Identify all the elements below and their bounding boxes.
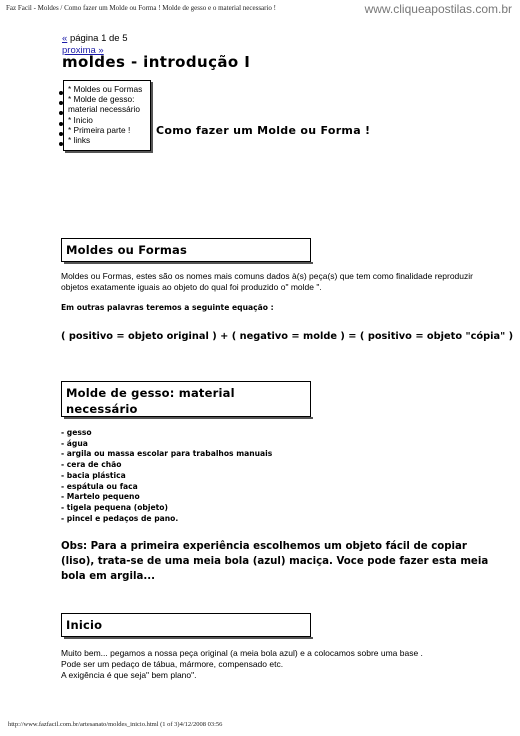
page-title: moldes - introdução I: [62, 53, 251, 71]
prev-page-link[interactable]: «: [62, 33, 68, 44]
moldes-paragraph: [61, 271, 473, 293]
menu-item-molde-gesso-cont[interactable]: material necessário: [68, 104, 140, 115]
list-item: - tigela pequena (objeto): [61, 502, 168, 512]
list-item: - gesso: [61, 428, 92, 437]
observation-note: Obs: Para a primeira experiência escolhemos um objeto fácil de copiar (liso), trata-se de uma meia bola (azul) maciça. Voce pode fazer esta meia bola em argila...: [61, 541, 489, 582]
list-item: - argila ou massa escolar para trabalhos manuais: [61, 449, 273, 459]
print-header-title: Faz Facil - Moldes / Como fazer um Molde ou Forma ! Molde de gesso e o material necessario !: [6, 4, 277, 12]
section-title-material: [61, 381, 311, 417]
inicio-paragraph: [61, 648, 423, 682]
next-page-link[interactable]: proxima »: [62, 45, 104, 56]
section-menu: [63, 80, 151, 151]
list-item: - água: [61, 438, 88, 448]
menu-item-links[interactable]: * links: [68, 135, 91, 146]
menu-item-moldes[interactable]: * Moldes ou Formas: [68, 84, 143, 94]
inicio-line: Pode ser um pedaço de tábua, mármore, compensado etc.: [61, 659, 284, 670]
menu-item-primeira-parte[interactable]: * Primeira parte !: [68, 124, 131, 135]
pager: [62, 33, 128, 44]
section-title-inicio: Inicio: [61, 613, 311, 637]
print-footer-url: http://www.fazfacil.com.br/artesanato/moldes_inicio.html (1 of 3)4/12/2008 03:56: [8, 721, 223, 728]
menu-item-inicio[interactable]: * Inicio: [68, 114, 93, 125]
list-item: - Martelo pequeno: [61, 492, 140, 502]
material-list: [61, 428, 272, 524]
main-heading: Como fazer um Molde ou Forma !: [156, 124, 371, 137]
list-item: - bacia plástica: [61, 470, 126, 480]
site-watermark: www.cliqueapostilas.com.br: [364, 2, 512, 16]
moldes-paragraph-line: Moldes ou Formas, estes são os nomes mais comuns dados à(s) peça(s) que tem como finalidade reproduzir: [61, 271, 473, 281]
moldes-paragraph-line: objetos exatamente iguais ao objeto do qual foi produzido o" molde ".: [61, 282, 322, 292]
inicio-line: A exigência é que seja" bem plano".: [61, 670, 197, 681]
equation-intro: Em outras palavras teremos a seguinte equação :: [61, 303, 274, 312]
list-item: - cera de chão: [61, 460, 122, 470]
equation: ( positivo = objeto original ) + ( negativo = molde ) = ( positivo = objeto "cópia" ): [61, 331, 514, 342]
menu-item-molde-gesso[interactable]: * Molde de gesso:: [68, 94, 135, 105]
page-indicator: página 1 de 5: [69, 33, 128, 44]
section-title-material-line: Molde de gesso: material: [66, 386, 235, 400]
inicio-line: Muito bem... pegamos a nossa peça original (a meia bola azul) e a colocamos sobre uma base .: [61, 648, 423, 658]
section-title-material-line: necessário: [66, 402, 138, 416]
section-title-moldes: Moldes ou Formas: [61, 238, 311, 262]
list-item: - pincel e pedaços de pano.: [61, 513, 179, 523]
list-item: - espátula ou faca: [61, 481, 138, 491]
